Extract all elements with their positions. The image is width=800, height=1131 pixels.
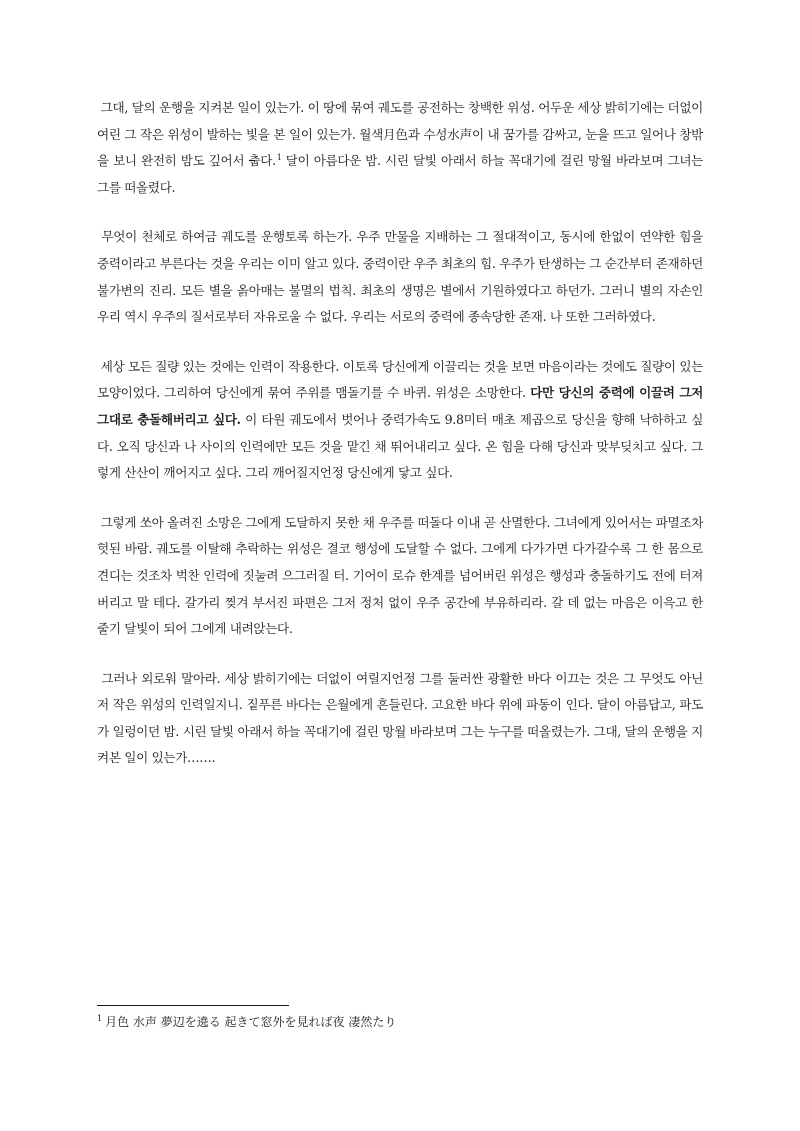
paragraph-3-text-before: 세상 모든 질량 있는 것에는 인력이 작용한다. 이토록 당신에게 이끌리는 것을 보면 마음이라는 것에도 질량이 있는 모양이었다. 그리하여 당신에게 묶여 주위를 맴돌기를 수 바퀴. 위성은 소망한다. [97, 358, 704, 401]
footnote-divider [97, 1005, 289, 1006]
paragraph-1-text-after: 달이 아름다운 밤. 시린 달빛 아래서 하늘 꼭대기에 걸린 망월 바라보며 그녀는 그를 떠올렸다. [97, 153, 703, 195]
paragraph-4-text: 그렇게 쏘아 올려진 소망은 그에게 도달하지 못한 채 우주를 떠돌다 이내 곧 산멸한다. 그녀에게 있어서는 파멸조차 헛된 바람. 궤도를 이탈해 추락하는 위성은 결코 행성에 도달할 수 없다. 그에게 다가가면 다가갈수록 그 한 몸으로 견디는 것조차 벅찬 인력에 짓눌려 으그러질 터. 기어이 로슈 한계를 넘어버린 위성은 행성과 충돌하기도 전에 터져버리고 말 테다. 갈가리 찢겨 부서진 파편은 그저 정처 없이 우주 공간에 부유하리라. 갈 데 없는 마음은 이윽고 한 줄기 달빛이 되어 그에게 내려앉는다. [97, 514, 704, 637]
body-text [97, 95, 703, 795]
paragraph-5 [97, 666, 703, 772]
paragraph-1 [97, 95, 703, 201]
paragraph-2 [97, 224, 703, 330]
paragraph-1-text: 그대, 달의 운행을 지켜본 일이 있는가. 이 땅에 묶여 궤도를 공전하는 창백한 위성. 어두운 세상 밝히기에는 더없이 여린 그 작은 위성이 발하는 빛을 본 일이 있는가. 월색月色과 수성水声이 내 꿈가를 감싸고, 눈을 뜨고 일어나 창밖을 보니 완전히 밤도 깊어서 춥다. [97, 100, 703, 169]
paragraph-3-bold-text: 다만 당신의 중력에 이끌려 그저 그대로 충돌해버리고 싶다. [97, 385, 703, 427]
footnote [97, 1014, 703, 1030]
paragraph-4 [97, 510, 703, 643]
footnote-text: 月色 水声 夢辺を遶る 起きて窓外を見れば夜 凄然たり [105, 1015, 397, 1029]
paragraph-2-text: 무엇이 천체로 하여금 궤도를 운행토록 하는가. 우주 만물을 지배하는 그 절대적이고, 동시에 한없이 연약한 힘을 중력이라고 부른다는 것을 우리는 이미 알고 있다. 중력이란 우주 최초의 힘. 우주가 탄생하는 그 순간부터 존재하던 불가변의 진리. 모든 별을 옭아매는 불멸의 법칙. 최초의 생명은 별에서 기원하였다고 하던가. 그러니 별의 자손인 우리 역시 우주의 질서로부터 자유로울 수 없다. 우리는 서로의 중력에 종속당한 존재. 나 또한 그러하였다. [97, 229, 703, 325]
footnote-number: 1 [97, 1014, 103, 1023]
paragraph-5-text: 그러나 외로워 말아라. 세상 밝히기에는 더없이 여릴지언정 그를 둘러싼 광활한 바다 이끄는 것은 그 무엇도 아닌 저 작은 위성의 인력일지니. 짙푸른 바다는 은월에게 흔들린다. 고요한 바다 위에 파동이 인다. 달이 아름답고, 파도가 일렁이던 밤. 시린 달빛 아래서 하늘 꼭대기에 걸린 망월 바라보며 그는 누구를 떠올렸는가. 그대, 달의 운행을 지켜본 일이 있는가……. [97, 670, 703, 766]
paragraph-3-text-after: 이 타원 궤도에서 벗어나 중력가속도 9.8미터 매초 제곱으로 당신을 향해 낙하하고 싶다. 오직 당신과 나 사이의 인력에만 모든 것을 맡긴 채 뛰어내리고 싶다. 온 힘을 다해 당신과 맞부딪치고 싶다. 그렇게 산산이 깨어지고 싶다. 그리 깨어질지언정 당신에게 닿고 싶다. [97, 411, 704, 481]
footnote-reference[interactable]: 1 [276, 153, 282, 162]
paragraph-3 [97, 354, 703, 487]
